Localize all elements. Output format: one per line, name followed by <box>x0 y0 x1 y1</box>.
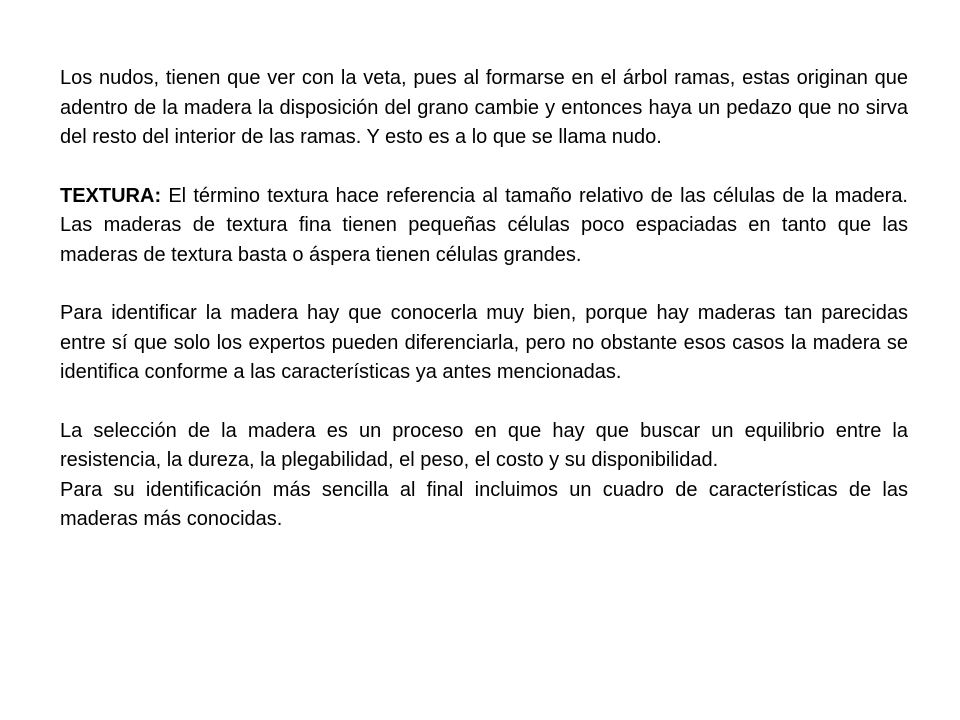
term-textura: TEXTURA: <box>60 184 162 207</box>
paragraph-seleccion: La selección de la madera es un proceso en que hay que buscar un equilibrio entre la resistencia, la dureza, la plegabilidad, el peso, el costo y su disponibilidad. <box>60 419 908 471</box>
paragraph-textura <box>60 182 908 271</box>
paragraph-identificar: Para identificar la madera hay que conocerla muy bien, porque hay maderas tan parecidas entre sí que solo los expertos pueden diferenciarla, pero no obstante esos casos la madera se identifica conforme a las características ya antes mencionadas. <box>60 302 908 383</box>
textura-definition: El término textura hace referencia al tamaño relativo de las células de la madera. Las maderas de textura fina tienen pequeñas células poco espaciadas en tanto que las maderas de textura basta o áspera tienen células grandes. <box>60 184 908 266</box>
paragraph-nudos: Los nudos, tienen que ver con la veta, pues al formarse en el árbol ramas, estas originan que adentro de la madera la disposición del grano cambie y entonces haya un pedazo que no sirva del resto del interior de las ramas. Y esto es a lo que se llama nudo. <box>60 67 908 148</box>
paragraph-gap <box>60 270 908 299</box>
paragraph-gap <box>60 388 908 417</box>
paragraph-gap <box>60 153 908 182</box>
slide-body <box>60 64 908 535</box>
paragraph-cuadro: Para su identificación más sencilla al final incluimos un cuadro de características de las maderas más conocidas. <box>60 478 908 530</box>
